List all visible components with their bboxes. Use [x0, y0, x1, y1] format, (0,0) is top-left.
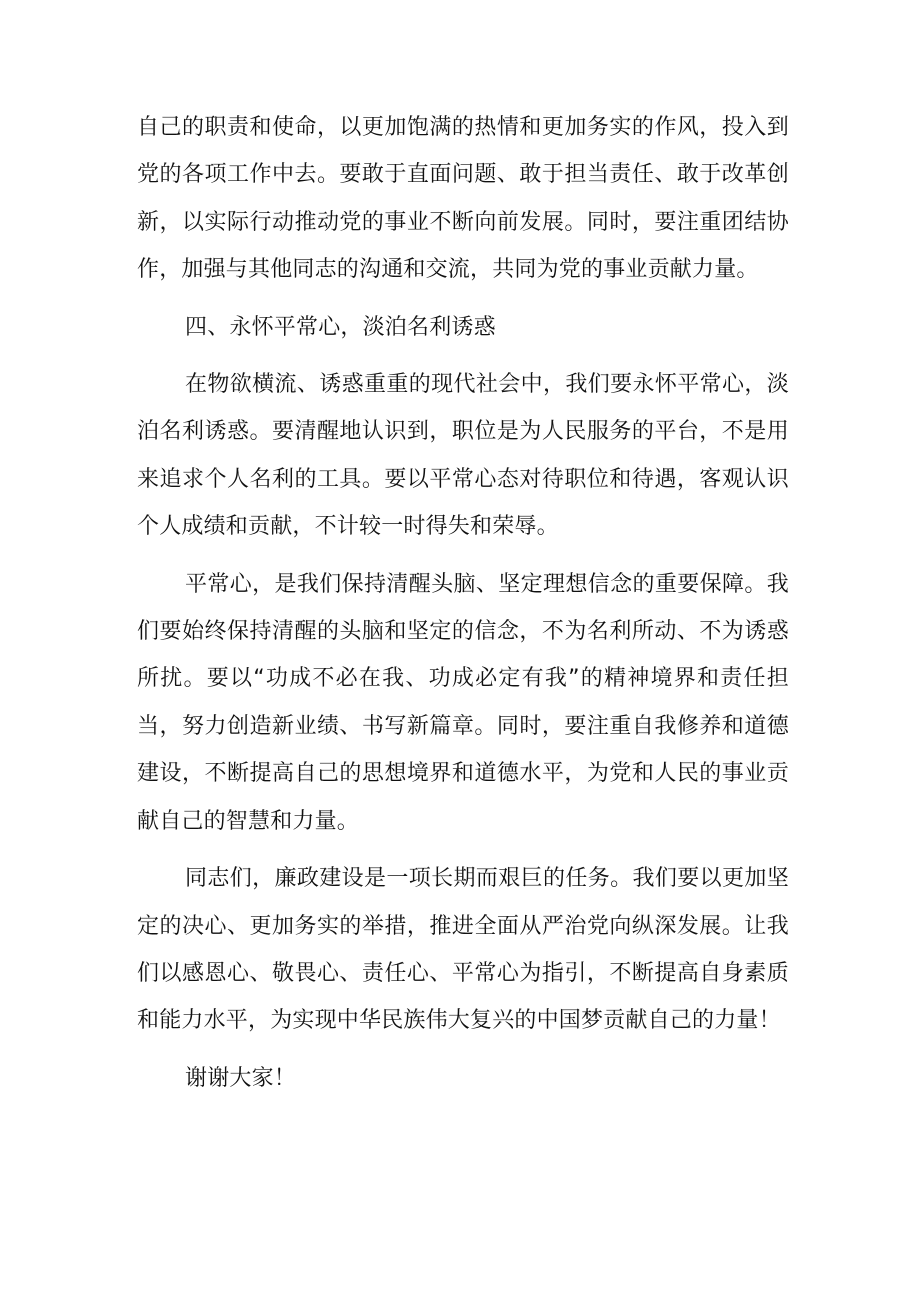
section-heading: 四、永怀平常心，淡泊名利诱惑 — [185, 314, 496, 340]
document-body — [137, 104, 789, 1102]
paragraph: 平常心，是我们保持清醒头脑、坚定理想信念的重要保障。我们要始终保持清醒的头脑和坚定的信念，不为名利所动、不为诱惑所扰。要以“功成不必在我、功成必定有我”的精神境界和责任担当，努力创造新业绩、书写新篇章。同时，要注重自我修养和道德建设，不断提高自己的思想境界和道德水平，为党和人民的事业贡献自己的智慧和力量。 — [137, 571, 789, 834]
paragraph-continuation: 自己的职责和使命，以更加饱满的热情和更加务实的作风，投入到党的各项工作中去。要敢于直面问题、敢于担当责任、敢于改革创新，以实际行动推动党的事业不断向前发展。同时，要注重团结协作，加强与其他同志的沟通和交流，共同为党的事业贡献力量。 — [137, 115, 789, 283]
closing-line: 谢谢大家！ — [185, 1065, 297, 1091]
paragraph: 同志们，廉政建设是一项长期而艰巨的任务。我们要以更加坚定的决心、更加务实的举措，推进全面从严治党向纵深发展。让我们以感恩心、敬畏心、责任心、平常心为指引，不断提高自身素质和能力水平，为实现中华民族伟大复兴的中国梦贡献自己的力量！ — [137, 866, 789, 1034]
paragraph: 在物欲横流、诱惑重重的现代社会中，我们要永怀平常心，淡泊名利诱惑。要清醒地认识到，职位是为人民服务的平台，不是用来追求个人名利的工具。要以平常心态对待职位和待遇，客观认识个人成绩和贡献，不计较一时得失和荣辱。 — [137, 372, 789, 540]
